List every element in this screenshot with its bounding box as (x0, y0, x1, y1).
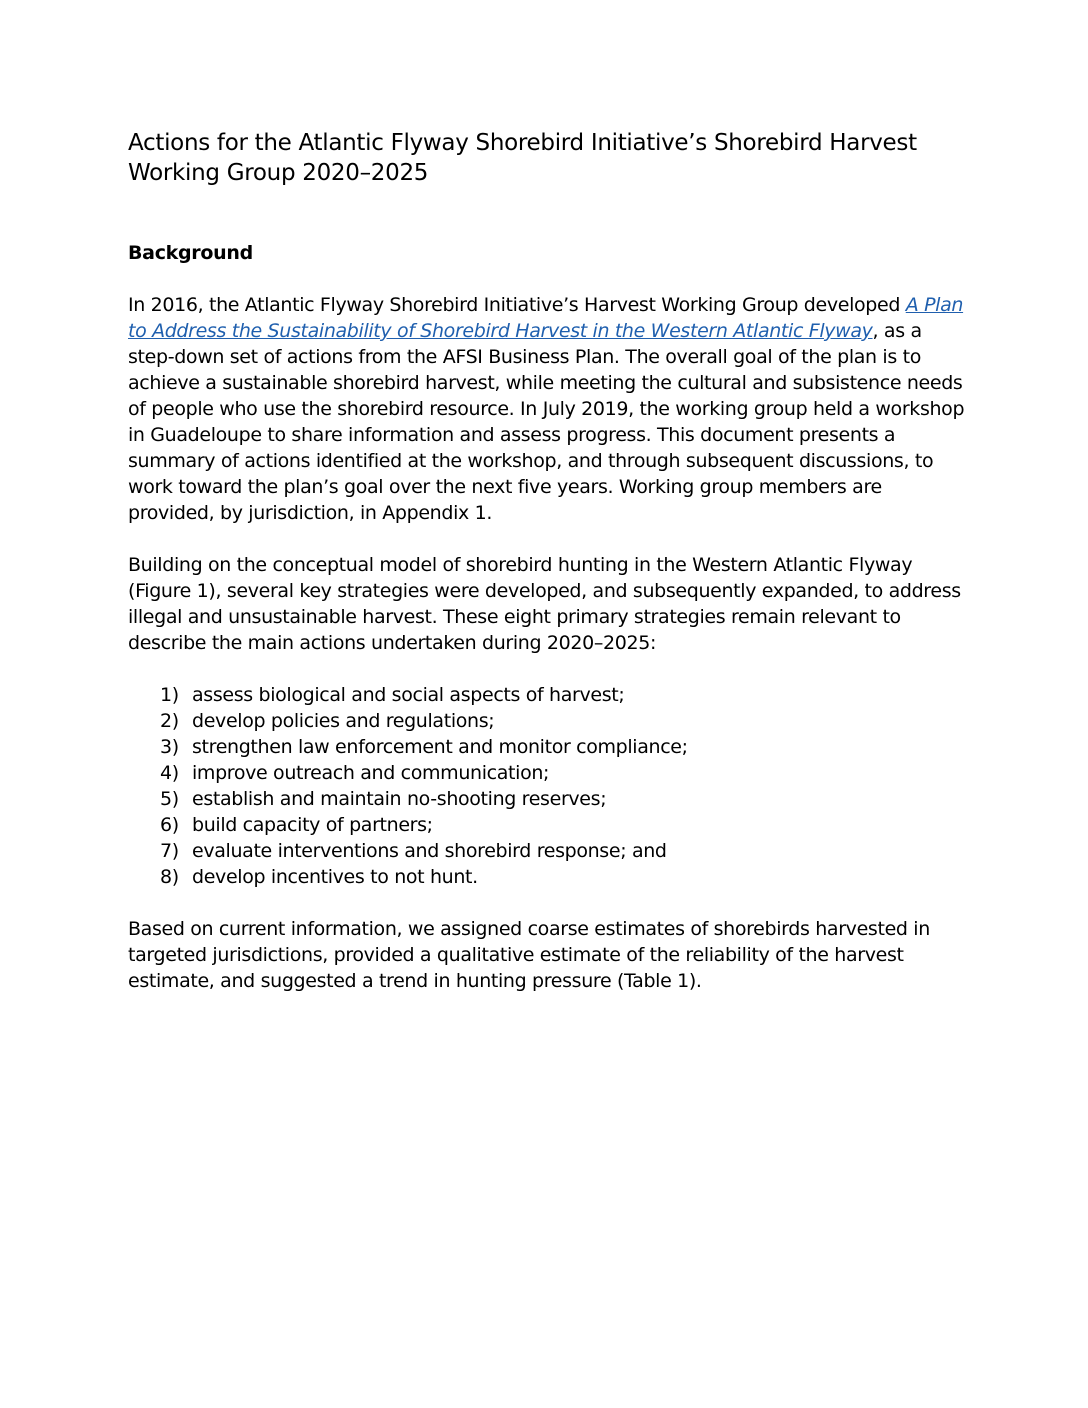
strategy-text: develop incentives to not hunt. (192, 866, 478, 888)
strategy-text: evaluate interventions and shorebird response; and (192, 840, 667, 862)
strategies-list (128, 682, 968, 890)
strategy-text: develop policies and regulations; (192, 710, 495, 732)
section-heading-background: Background (128, 242, 253, 264)
strategy-text: strengthen law enforcement and monitor compliance; (192, 736, 688, 758)
strategy-number: 2) (160, 710, 179, 732)
strategy-text: establish and maintain no-shooting reserves; (192, 788, 607, 810)
strategy-text: improve outreach and communication; (192, 762, 550, 784)
paragraph-harvest-estimates: Based on current information, we assigned coarse estimates of shorebirds harvested in targeted jurisdictions, provided a qualitative estimate of the reliability of the harvest estimate, and suggested a trend in hunting pressure (Table 1). (128, 918, 930, 992)
strategy-number: 3) (160, 736, 179, 758)
strategy-number: 8) (160, 866, 179, 888)
strategy-text: assess biological and social aspects of harvest; (192, 684, 625, 706)
strategy-number: 4) (160, 762, 179, 784)
strategy-number: 7) (160, 840, 179, 862)
plan-document-link[interactable]: A Plan to Address the Sustainability of Shorebird Harvest in the Western Atlantic Flyway (128, 294, 964, 342)
paragraph-intro-text-after: , as a step-down set of actions from the AFSI Business Plan. The overall goal of the plan is to achieve a sustainable shorebird harvest, while meeting the cultural and subsistence needs of people who use the shorebird resource. In July 2019, the working group held a workshop in Guadeloupe to share information and assess progress. This document presents a summary of actions identified at the workshop, and through subsequent discussions, to work toward the plan’s goal over the next five years. Working group members are provided, by jurisdiction, in Appendix 1. (128, 320, 965, 524)
paragraph-strategies-intro: Building on the conceptual model of shorebird hunting in the Western Atlantic Flyway (Figure 1), several key strategies were developed, and subsequently expanded, to address illegal and unsustainable harvest. These eight primary strategies remain relevant to describe the main actions undertaken during 2020–2025: (128, 554, 961, 654)
strategy-item (160, 786, 968, 812)
strategy-number: 1) (160, 684, 179, 706)
strategy-number: 6) (160, 814, 179, 836)
strategy-item (160, 812, 968, 838)
strategy-item (160, 760, 968, 786)
paragraph-intro-text-before: In 2016, the Atlantic Flyway Shorebird Initiative’s Harvest Working Group developed (128, 294, 906, 316)
strategy-item (160, 708, 968, 734)
strategy-item (160, 734, 968, 760)
strategy-text: build capacity of partners; (192, 814, 433, 836)
strategy-number: 5) (160, 788, 179, 810)
paragraph-intro (128, 292, 968, 526)
document-title: Actions for the Atlantic Flyway Shorebird Initiative’s Shorebird Harvest Working Group 2020–2025 (128, 130, 917, 186)
strategy-item (160, 682, 968, 708)
strategy-item (160, 864, 968, 890)
strategy-item (160, 838, 968, 864)
document-page (128, 128, 968, 994)
